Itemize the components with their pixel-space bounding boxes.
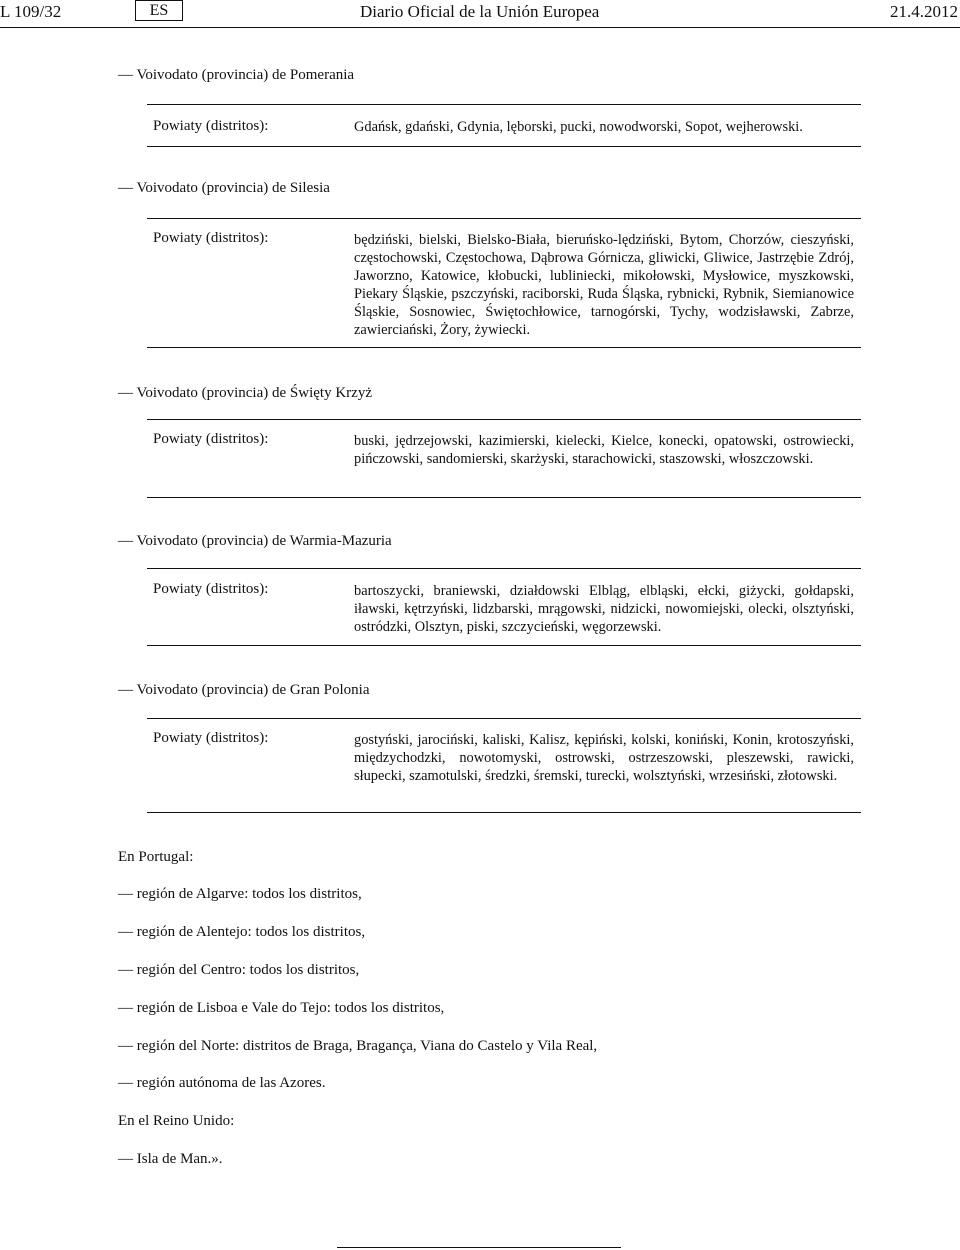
district-label: Powiaty (distritos): [153, 581, 269, 597]
district-list: bartoszycki, braniewski, działdowski Elbląg, elbląski, ełcki, giżycki, gołdapski, iławski, kętrzyński, lidzbarski, mrągowski, nidzicki, nowomiejski, olecki, olsztyński, ostródzki, Olsztyn, piski, szczycieński, węgorzewski. [354, 583, 854, 635]
portugal-region-item: — región de Algarve: todos los distritos, [118, 886, 362, 902]
table-bottom-rule [147, 347, 861, 348]
table-top-rule [147, 104, 861, 105]
table-bottom-rule [147, 812, 861, 813]
district-label: Powiaty (distritos): [153, 730, 269, 746]
portugal-region-item: — región de Alentejo: todos los distritos, [118, 924, 366, 940]
table-bottom-rule [147, 645, 861, 646]
uk-region-item: — Isla de Man.». [118, 1151, 223, 1167]
section-title: — Voivodato (provincia) de Pomerania [118, 67, 355, 83]
table-top-rule [147, 718, 861, 719]
portugal-region-item: — región de Lisboa e Vale do Tejo: todos los distritos, [118, 1000, 445, 1016]
district-list: będziński, bielski, Bielsko-Biała, bieruńsko-lędziński, Bytom, Chorzów, cieszyński, częstochowski, Częstochowa, Dąbrowa Górnicza, gliwicki, Gliwice, Jastrzębie Zdrój, Jaworzno, Katowice, kłobucki, lubliniecki, mikołowski, Mysłowice, myszkowski, Piekary Śląskie, pszczyński, raciborski, Ruda Śląska, rybnicki, Rybnik, Siemianowice Śląskie, Sosnowiec, Świętochłowice, tarnogórski, Tychy, wodzisławski, Zabrze, zawierciański, Żory, żywiecki. [354, 232, 854, 338]
district-label: Powiaty (distritos): [153, 118, 269, 134]
table-top-rule [147, 419, 861, 420]
uk-heading: En el Reino Unido: [118, 1113, 235, 1129]
section-title: — Voivodato (provincia) de Świętу Krzyż [118, 385, 372, 401]
district-list: gostyński, jarociński, kaliski, Kalisz, kępiński, kolski, koniński, Konin, krotoszyński, międzychodzki, nowotomyski, ostrowski, ostrzeszowski, pleszewski, rawicki, słupecki, szamotulski, średzki, śremski, turecki, wolsztyński, wrzesiński, złotowski. [354, 732, 854, 784]
district-label: Powiaty (distritos): [153, 431, 269, 447]
section-title: — Voivodato (provincia) de Silesia [118, 180, 330, 196]
portugal-heading: En Portugal: [118, 849, 194, 865]
district-list: buski, jędrzejowski, kazimierski, kielecki, Kielce, konecki, opatowski, ostrowiecki, pińczowski, sandomierski, skarżyski, starachowicki, staszowski, włoszczowski. [354, 433, 854, 467]
district-label: Powiaty (distritos): [153, 230, 269, 246]
portugal-region-item: — región del Norte: distritos de Braga, Bragança, Viana do Castelo y Vila Real, [118, 1038, 598, 1054]
page-header [0, 0, 960, 26]
section-title: — Voivodato (provincia) de Warmia-Mazuria [118, 533, 392, 549]
table-top-rule [147, 218, 861, 219]
district-list: Gdańsk, gdański, Gdynia, lęborski, pucki, nowodworski, Sopot, wejherowski. [354, 119, 803, 135]
table-bottom-rule [147, 146, 861, 147]
table-top-rule [147, 568, 861, 569]
publication-date: 21.4.2012 [890, 2, 958, 21]
header-rule [0, 27, 960, 28]
section-title: — Voivodato (provincia) de Gran Polonia [118, 682, 370, 698]
journal-title: Diario Oficial de la Unión Europea [360, 2, 600, 21]
portugal-region-item: — región autónoma de las Azores. [118, 1075, 326, 1091]
page-number: L 109/32 [0, 2, 62, 21]
language-box: ES [135, 0, 183, 21]
portugal-region-item: — región del Centro: todos los distritos, [118, 962, 360, 978]
table-bottom-rule [147, 497, 861, 498]
footer-rule [337, 1247, 621, 1248]
